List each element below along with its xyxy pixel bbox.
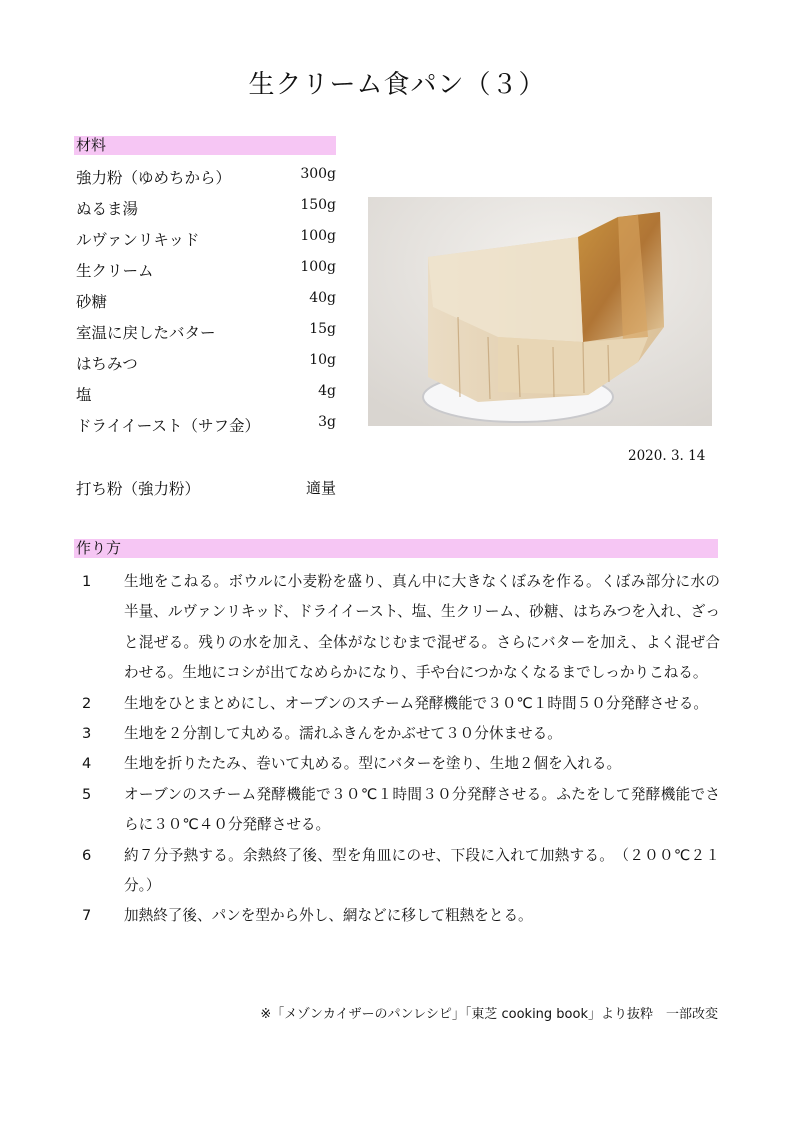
ingredient-name: 強力粉（ゆめちから） [76, 169, 232, 187]
ingredient-name: 塩 [76, 386, 92, 404]
method-heading: 作り方 [74, 539, 718, 558]
method-step [76, 749, 720, 779]
ingredient-name: 室温に戻したバター [76, 324, 216, 342]
ingredient-name: ルヴァンリキッド [76, 231, 200, 249]
method-step [76, 901, 720, 931]
step-number: 4 [82, 755, 92, 773]
ingredient-qty: 15g [309, 321, 336, 337]
step-number: 1 [82, 573, 92, 590]
method-step [76, 841, 720, 902]
method-step [76, 689, 720, 719]
ingredient-name: 砂糖 [76, 293, 108, 311]
dusting-flour-row [76, 477, 336, 499]
ingredient-row [76, 166, 336, 188]
ingredient-row [76, 383, 336, 405]
ingredient-qty: 40g [309, 290, 336, 306]
ingredient-row [76, 290, 336, 312]
step-number: 5 [82, 785, 92, 803]
step-number: 6 [82, 846, 92, 864]
step-text: 加熱終了後、パンを型から外し、網などに移して粗熱をとる。 [124, 907, 533, 925]
step-text: 生地をこねる。ボウルに小麦粉を盛り、真ん中に大きなくぼみを作る。くぼみ部分に水の半量、ルヴァンリキッド、ドライイースト、塩、生クリーム、砂糖、はちみつを入れ、ざっと混ぜる。残りの水を加え、全体がなじむまで混ぜる。さらにバターを加え、よく混ぜ合わせる。生地にコシが出てなめらかになり、手や台につかなくなるまでしっかりこねる。 [124, 573, 720, 682]
ingredient-name: 打ち粉（強力粉） [76, 480, 201, 498]
step-number: 2 [82, 694, 92, 712]
ingredient-qty: 適量 [305, 479, 336, 497]
method-step [76, 780, 720, 841]
page-title: 生クリーム食パン（３） [248, 70, 546, 100]
step-text: 約７分予熱する。余熱終了後、型を角皿にのせ、下段に入れて加熱する。 （２００℃２１分。） [124, 846, 720, 895]
ingredient-row [76, 259, 336, 281]
step-number: 7 [82, 907, 92, 925]
method-step [76, 719, 720, 749]
step-text: 生地を２分割して丸める。濡れふきんをかぶせて３０分休ませる。 [124, 725, 562, 743]
ingredient-row [76, 414, 336, 436]
step-text: 生地をひとまとめにし、オーブンのスチーム発酵機能で３０℃１時間５０分発酵させる。 [124, 694, 708, 712]
ingredient-qty: 3g [318, 414, 336, 430]
method-steps [76, 567, 720, 932]
source-note: ※「メゾンカイザーのパンレシピ」「東芝 cooking book」より抜粋 一部改変 [260, 1007, 718, 1022]
ingredient-qty: 10g [309, 352, 336, 368]
ingredient-name: ドライイースト（サフ金） [76, 417, 260, 435]
ingredient-name: ぬるま湯 [76, 200, 139, 218]
ingredient-qty: 150g [300, 197, 336, 213]
ingredient-row [76, 228, 336, 250]
ingredient-name: はちみつ [76, 355, 138, 373]
ingredient-qty: 100g [300, 259, 336, 275]
ingredient-qty: 4g [318, 383, 336, 399]
step-text: 生地を折りたたみ、巻いて丸める。型にバターを塗り、生地２個を入れる。 [124, 755, 622, 773]
ingredient-qty: 100g [300, 228, 336, 244]
bread-photo [368, 197, 712, 426]
ingredient-row [76, 197, 336, 219]
ingredient-name: 生クリーム [76, 262, 154, 280]
step-text: オーブンのスチーム発酵機能で３０℃１時間３０分発酵させる。ふたをして発酵機能でさらに３０℃４０分発酵させる。 [124, 785, 720, 834]
ingredient-qty: 300g [300, 166, 336, 182]
ingredient-row [76, 352, 336, 374]
ingredient-row [76, 321, 336, 343]
method-step [76, 567, 720, 689]
ingredients-heading: 材料 [74, 136, 336, 155]
step-number: 3 [82, 725, 92, 743]
date-label: 2020. 3. 14 [628, 448, 706, 464]
